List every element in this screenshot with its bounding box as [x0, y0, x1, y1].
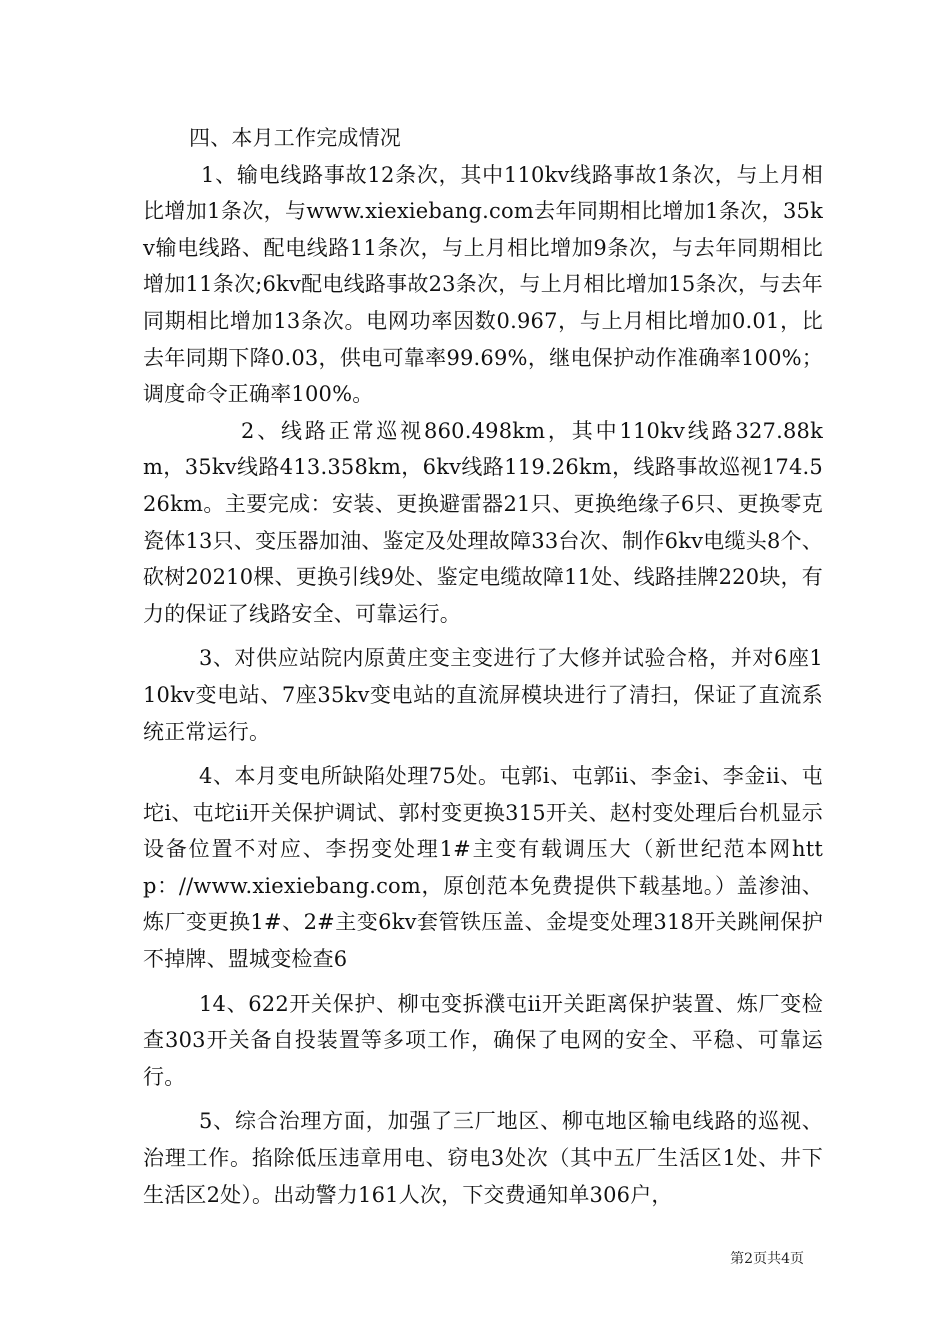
document-body — [143, 120, 823, 1213]
section-heading: 四、本月工作完成情况 — [189, 126, 401, 150]
paragraph-1: 1、输电线路事故12条次，其中110kv线路事故1条次，与上月相比增加1条次，与www.xiexiebang.com去年同期相比增加1条次，35kv输电线路、配电线路11条次，与上月相比增加9条次，与去年同期相比增加11条次;6kv配电线路事故23条次，与上月相比增加15条次，与去年同期相比增加13条次。电网功率因数0.967，与上月相比增加0.01，比去年同期下降0.03，供电可靠率99.69%，继电保护动作准确率100%；调度命令正确率100%。 — [143, 162, 823, 407]
paragraph-3: 3、对供应站院内原黄庄变主变进行了大修并试验合格，并对6座110kv变电站、7座35kv变电站的直流屏模块进行了清扫，保证了直流系统正常运行。 — [143, 646, 823, 744]
page-number: 第2页共4页 — [730, 1251, 804, 1267]
paragraph-5: 5、综合治理方面，加强了三厂地区、柳屯地区输电线路的巡视、治理工作。掐除低压违章用电、窃电3处次（其中五厂生活区1处、井下生活区2处）。出动警力161人次，下交费通知单306户， — [143, 1109, 823, 1207]
paragraph-2: 2、线路正常巡视860.498km，其中110kv线路327.88km，35kv线路413.358km，6kv线路119.26km，线路事故巡视174.526km。主要完成：安装、更换避雷器21只、更换绝缘子6只、更换零克瓷体13只、变压器加油、鉴定及处理故障33台次、制作6kv电缆头8个、砍树20210棵、更换引线9处、鉴定电缆故障11处、线路挂牌220块，有力的保证了线路安全、可靠运行。 — [143, 418, 823, 626]
paragraph-4: 4、本月变电所缺陷处理75处。屯郭i、屯郭ii、李金i、李金ii、屯坨i、屯坨ii开关保护调试、郭村变更换315开关、赵村变处理后台机显示设备位置不对应、李拐变处理1#主变有载调压大（新世纪范本网http：//www.xiexiebang.com，原创范本免费提供下载基地。）盖渗油、炼厂变更换1#、2#主变6kv套管铁压盖、金堤变处理318开关跳闸保护不掉牌、盟城变检查6 — [143, 764, 823, 972]
paragraph-4-continued: 14、622开关保护、柳屯变拆濮屯ii开关距离保护装置、炼厂变检查303开关备自投装置等多项工作，确保了电网的安全、平稳、可靠运行。 — [143, 991, 823, 1089]
